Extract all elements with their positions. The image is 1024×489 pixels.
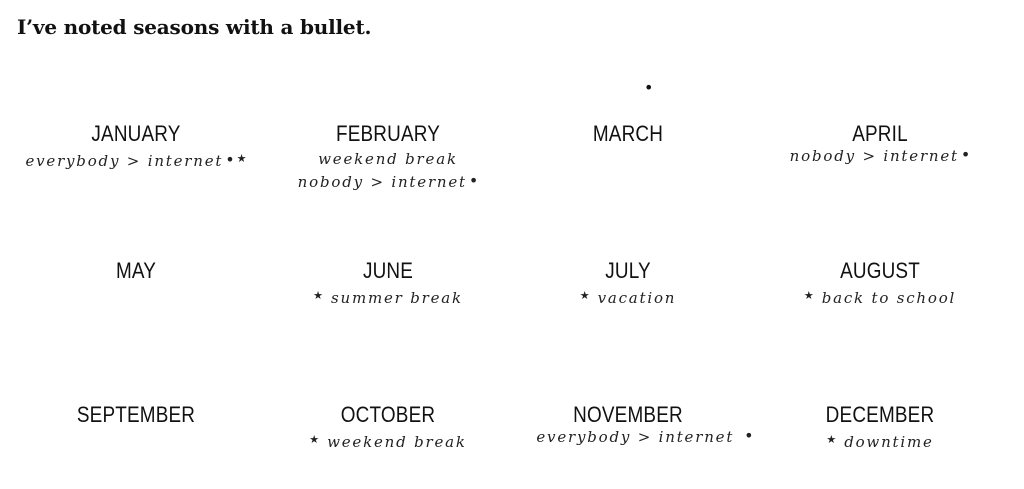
- bullet-icon: •: [468, 171, 479, 190]
- star-icon: ★: [313, 289, 323, 302]
- month-note: [755, 284, 1005, 310]
- month-name: JULY: [605, 258, 651, 283]
- month-name: OCTOBER: [340, 402, 436, 427]
- star-icon: ★: [803, 289, 814, 302]
- month-note: [263, 147, 513, 171]
- month-note: [755, 428, 1005, 454]
- month-name: APRIL: [852, 121, 908, 146]
- note-text: downtime: [844, 433, 934, 451]
- month-april: [755, 121, 1005, 168]
- note-text: weekend break: [327, 433, 467, 451]
- star-icon: ★: [826, 433, 837, 446]
- month-note: [263, 428, 513, 454]
- note-text: nobody > internet: [297, 173, 467, 191]
- month-name: MAY: [115, 258, 157, 283]
- month-name: JANUARY: [91, 121, 181, 146]
- month-note: [11, 147, 261, 173]
- note-text: everybody > internet: [25, 152, 224, 170]
- note-text: vacation: [597, 289, 677, 307]
- month-november: [520, 402, 770, 449]
- bullet-icon: •: [225, 150, 235, 169]
- month-name: AUGUST: [840, 258, 920, 283]
- month-note: [503, 284, 753, 310]
- month-note: [263, 284, 513, 310]
- month-name: MARCH: [592, 121, 664, 146]
- month-name: JUNE: [362, 258, 414, 283]
- month-june: [263, 258, 513, 310]
- note-text: summer break: [330, 289, 463, 307]
- month-december: [755, 402, 1005, 454]
- month-august: [755, 258, 1005, 310]
- month-name: FEBRUARY: [335, 121, 441, 146]
- month-note: [263, 169, 513, 194]
- note-text: nobody > internet: [789, 147, 959, 165]
- month-may: [11, 258, 261, 284]
- month-january: [11, 121, 261, 173]
- month-february: [263, 121, 513, 194]
- month-july: [503, 258, 753, 310]
- month-march: [503, 121, 753, 147]
- march-bullet-icon: •: [644, 78, 654, 97]
- star-icon: ★: [309, 433, 320, 446]
- month-september: [11, 402, 261, 428]
- star-icon: ★: [579, 289, 590, 302]
- bullet-icon: •: [960, 145, 971, 164]
- note-text: back to school: [821, 289, 957, 307]
- month-name: NOVEMBER: [573, 402, 683, 427]
- note-text: everybody > internet: [536, 428, 735, 446]
- page-heading: I’ve noted seasons with a bullet.: [17, 15, 372, 39]
- bullet-icon: •: [744, 426, 754, 445]
- star-icon: ★: [236, 152, 247, 165]
- month-october: [263, 402, 513, 454]
- note-text: weekend break: [318, 150, 458, 168]
- month-name: DECEMBER: [825, 402, 935, 427]
- month-name: SEPTEMBER: [76, 402, 196, 427]
